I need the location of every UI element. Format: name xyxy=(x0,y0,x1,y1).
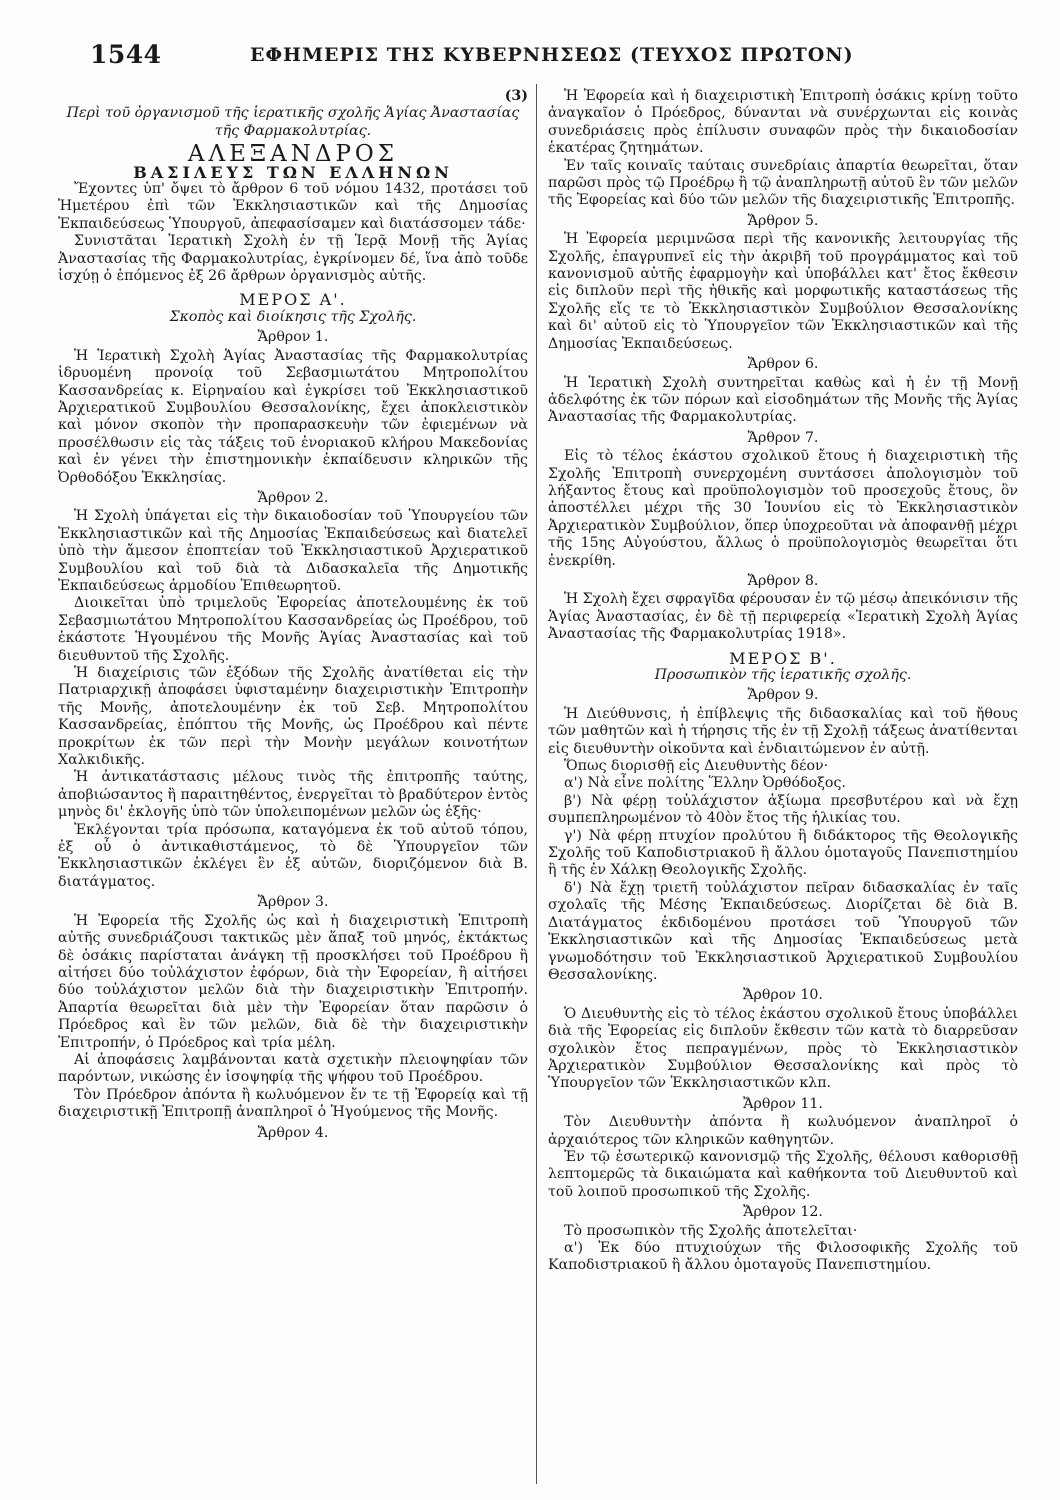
article-paragraph: Ἡ ἀντικατάστασις μέλους τινὸς τῆς ἐπιτροπῆς ταύτης, ἀποβιώσαντος ἢ παραιτηθέντος, ἐνεργεῖται τὸ βραδύτερον ἐντὸς μηνὸς δι' ἐκλογῆς ὑπὸ τῶν ὑπολειπομένων μελῶν ὡς ἑξῆς· xyxy=(58,769,528,821)
part-a-subheading: Σκοπὸς καὶ διοίκησις τῆς Σχολῆς. xyxy=(169,308,417,325)
article-paragraph: Ἡ Ἐφορεία τῆς Σχολῆς ὡς καὶ ἡ διαχειριστικὴ Ἐπιτροπὴ αὐτῆς συνεδριάζουσι τακτικῶς μὲν ἅπαξ τοῦ μηνός, ἐκτάκτως δὲ ὁσάκις παρίσταται ἀνάγκη τῇ προσκλήσει τοῦ Προέδρου ἢ αἰτήσει δύο τοὐλάχιστον ἐφόρων, διὰ τὴν Ἐφορείαν, ἢ αἰτήσει δύο τοὐλάχιστον μελῶν διὰ τὴν διαχειριστικὴν Ἐπιτροπήν. Ἀπαρτία θεωρεῖται διὰ μὲν τὴν Ἐφορείαν ὅταν παρῶσιν ὁ Πρόεδρος καὶ ἓν τῶν μελῶν, διὰ δὲ τὴν διαχειριστικὴν Ἐπιτροπήν, ὁ Πρόεδρος καὶ τρία μέλη. xyxy=(58,912,528,1051)
list-item: β') Νὰ φέρῃ τοὐλάχιστον ἀξίωμα πρεσβυτέρου καὶ νὰ ἔχῃ συμπεπληρωμένον τὸ 40ὸν ἔτος τῆς ἡλικίας του. xyxy=(548,792,1018,827)
king-name: ΑΛΕΞΑΝΔΡΟΣ xyxy=(187,141,399,168)
article-paragraph: Ἐκλέγονται τρία πρόσωπα, καταγόμενα ἐκ τοῦ αὐτοῦ τόπου, ἐξ οὗ ὁ ἀντικαθιστάμενος, τὸ δὲ Ὑπουργεῖον τῶν Ἐκκλησιαστικῶν ἐκλέγει ἓν ἐξ αὐτῶν, διοριζόμενον διὰ Β. διατάγματος. xyxy=(58,821,528,890)
article-heading: Ἄρθρον 5. xyxy=(747,212,819,229)
article-heading: Ἄρθρον 12. xyxy=(743,1204,823,1221)
decree-number: (3) xyxy=(504,88,528,104)
article-heading: Ἄρθρον 10. xyxy=(743,987,823,1004)
list-item: γ') Νὰ φέρῃ πτυχίον προλύτου ἢ διδάκτορος τῆς Θεολογικῆς Σχολῆς τοῦ Καποδιστριακοῦ ἢ ἄλλου ὁμοταγοῦς Πανεπιστημίου ἢ τῆς ἐν Χάλκῃ Θεολογικῆς Σχολῆς. xyxy=(548,827,1018,879)
article-paragraph: Ἡ Ἱερατικὴ Σχολὴ Ἁγίας Ἀναστασίας τῆς Φαρμακολυτρίας ἱδρυομένη προνοίᾳ τοῦ Σεβασμιωτάτου Μητροπολίτου Κασσανδρείας κ. Εἰρηναίου καὶ ἐγκρίσει τοῦ Ἐκκλησιαστικοῦ Ἀρχιερατικοῦ Συμβουλίου Θεσσαλονίκης, ἔχει ἀποκλειστικὸν καὶ μόνον σκοπὸν τὴν προπαρασκευὴν τῶν ἐφιεμένων νὰ προσέλθωσιν εἰς τὰς τάξεις τοῦ ἐνοριακοῦ κλήρου Μακεδονίας καὶ ἐν γένει τὴν ἐπιστημονικὴν ἐκπαίδευσιν κληρικῶν τῆς Ὀρθοδόξου Ἐκκλησίας. xyxy=(58,347,528,486)
article-heading: Ἄρθρον 6. xyxy=(747,356,819,373)
article-heading: Ἄρθρον 7. xyxy=(747,429,819,446)
decree-title: Περὶ τοῦ ὀργανισμοῦ τῆς ἱερατικῆς σχολῆς Ἁγίας Ἀναστασίας τῆς Φαρμακολυτρίας. xyxy=(66,105,520,139)
king-title: ΒΑΣΙΛΕΥΣ ΤΩΝ ΕΛΛΗΝΩΝ xyxy=(133,162,453,182)
column-divider xyxy=(536,84,537,1484)
article-paragraph: Ἐν ταῖς κοιναῖς ταύταις συνεδρίαις ἀπαρτία θεωρεῖται, ὅταν παρῶσι πρὸς τῷ Προέδρῳ ἢ τῷ ἀναπληρωτῇ αὐτοῦ ἓν τῶν μελῶν τῆς Ἐφορείας καὶ δύο τῶν μελῶν τῆς διαχειριστικῆς Ἐπιτροπῆς. xyxy=(548,157,1018,209)
page-header xyxy=(90,40,970,80)
article-heading: Ἄρθρον 11. xyxy=(743,1095,823,1112)
article-heading: Ἄρθρον 2. xyxy=(257,489,329,506)
article-heading: Ἄρθρον 8. xyxy=(747,572,819,589)
article-paragraph: Ἐν τῷ ἐσωτερικῷ κανονισμῷ τῆς Σχολῆς, θέλουσι καθορισθῇ λεπτομερῶς τὰ δικαιώματα καὶ καθήκοντα τοῦ Διευθυντοῦ καὶ τοῦ λοιποῦ προσωπικοῦ τῆς Σχολῆς. xyxy=(548,1148,1018,1200)
article-paragraph: Ἡ Σχολὴ ἔχει σφραγῖδα φέρουσαν ἐν τῷ μέσῳ ἀπεικόνισιν τῆς Ἁγίας Ἀναστασίας, ἐν δὲ τῇ περιφερείᾳ «Ἱερατικὴ Σχολὴ Ἁγίας Ἀναστασίας τῆς Φαρμακολυτρίας 1918». xyxy=(548,591,1018,643)
preamble-paragraph: Συνιστᾶται Ἱερατικὴ Σχολὴ ἐν τῇ Ἱερᾷ Μονῇ τῆς Ἁγίας Ἀναστασίας τῆς Φαρμακολυτρίας, ἐγκρίνομεν δέ, ἵνα ἀπὸ τοῦδε ἰσχύῃ ὁ ἑπόμενος ἐξ 26 ἄρθρων ὀργανισμὸς αὐτῆς. xyxy=(58,233,528,285)
right-column xyxy=(548,88,1018,1275)
part-a-heading: ΜΕΡΟΣ Α'. xyxy=(239,290,347,310)
list-item: α') Ἐκ δύο πτυχιούχων τῆς Φιλοσοφικῆς Σχολῆς τοῦ Καποδιστριακοῦ ἢ ἄλλου ὁμοταγοῦς Πανεπιστημίου. xyxy=(548,1240,1018,1274)
page-number: 1544 xyxy=(90,40,162,69)
article-paragraph: Ἡ Ἱερατικὴ Σχολὴ συντηρεῖται καθὼς καὶ ἡ ἐν τῇ Μονῇ ἀδελφότης ἐκ τῶν πόρων καὶ εἰσοδημάτων τῆς Μονῆς τῆς Ἁγίας Ἀναστασίας τῆς Φαρμακολυτρίας. xyxy=(548,374,1018,426)
article-heading: Ἄρθρον 4. xyxy=(257,1124,329,1141)
article-paragraph: Ἡ Ἐφορεία μεριμνῶσα περὶ τῆς κανονικῆς λειτουργίας τῆς Σχολῆς, ἐπαγρυπνεῖ εἰς τὴν ἀκριβῆ τοῦ προγράμματος καὶ τοῦ κανονισμοῦ αὐτῆς ἐφαρμογὴν καὶ ὑποβάλλει κατ' ἔτος ἔκθεσιν εἰς διπλοῦν περὶ τῆς ἠθικῆς καὶ μορφωτικῆς καταστάσεως τῆς Σχολῆς εἴς τε τὸ Ἐκκλησιαστικὸν Συμβούλιον Θεσσαλονίκης καὶ δι' αὐτοῦ εἰς τὸ Ὑπουργεῖον τῶν Ἐκκλησιαστικῶν καὶ τῆς Δημοσίας Ἐκπαιδεύσεως. xyxy=(548,231,1018,352)
part-b-heading: ΜΕΡΟΣ Β'. xyxy=(729,648,837,668)
part-b-subheading: Προσωπικὸν τῆς ἱερατικῆς σχολῆς. xyxy=(654,667,912,683)
article-paragraph: Ὁ Διευθυντὴς εἰς τὸ τέλος ἑκάστου σχολικοῦ ἔτους ὑποβάλλει διὰ τῆς Ἐφορείας εἰς διπλοῦν ἔκθεσιν τῶν κατὰ τὸ διαρρεῦσαν σχολικὸν ἔτος πεπραγμένων, πρὸς τὸ Ἐκκλησιαστικὸν Ἀρχιερατικὸν Συμβούλιον Θεσσαλονίκης καὶ πρὸς τὸ Ὑπουργεῖον τῶν Ἐκκλησιαστικῶν κλπ. xyxy=(548,1005,1018,1092)
article-paragraph: Διοικεῖται ὑπὸ τριμελοῦς Ἐφορείας ἀποτελουμένης ἐκ τοῦ Σεβασμιωτάτου Μητροπολίτου Κασσανδρείας ὡς Προέδρου, τοῦ ἑκάστοτε Ἡγουμένου τῆς Μονῆς Ἁγίας Ἀναστασίας καὶ τοῦ διευθυντοῦ τῆς Σχολῆς. xyxy=(58,595,528,664)
list-item: δ') Νὰ ἔχῃ τριετῆ τοὐλάχιστον πεῖραν διδασκαλίας ἐν ταῖς σχολαῖς τῆς Μέσης Ἐκπαιδεύσεως. Διορίζεται δὲ διὰ Β. Διατάγματος ἐκδιδομένου προτάσει τοῦ Ὑπουργοῦ τῶν Ἐκκλησιαστικῶν καὶ τῆς Δημοσίας Ἐκπαιδεύσεως μετὰ γνωμοδότησιν τοῦ Ἐκκλησιαστικοῦ Ἀρχιερατικοῦ Συμβουλίου Θεσσαλονίκης. xyxy=(548,879,1018,983)
list-item: α') Νὰ εἶνε πολίτης Ἕλλην Ὀρθόδοξος. xyxy=(564,775,846,792)
article-paragraph: Εἰς τὸ τέλος ἑκάστου σχολικοῦ ἔτους ἡ διαχειριστικὴ τῆς Σχολῆς Ἐπιτροπὴ συνερχομένη συντάσσει ἀπολογισμὸν τοῦ λήξαντος ἔτους καὶ προϋπολογισμὸν τοῦ προσεχοῦς ἔτους, ὃν ἀποστέλλει μέχρι τῆς 30 Ἰουνίου εἰς τὸ Ἐκκλησιαστικὸν Ἀρχιερατικὸν Συμβούλιον, ὅπερ ὑποχρεοῦται νὰ ἀποφανθῇ μέχρι τῆς 15ης Αὐγούστου, ἄλλως ὁ προϋπολογισμὸς θεωρεῖται ὅτι ἐνεκρίθη. xyxy=(548,448,1018,569)
article-paragraph: Ὅπως διορισθῇ εἰς Διευθυντὴς δέον· xyxy=(564,758,829,775)
article-paragraph: Αἱ ἀποφάσεις λαμβάνονται κατὰ σχετικὴν πλειοψηφίαν τῶν παρόντων, νικώσης ἐν ἰσοψηφίᾳ τῆς ψήφου τοῦ Προέδρου. xyxy=(58,1051,528,1086)
article-paragraph: Ἡ Διεύθυνσις, ἡ ἐπίβλεψις τῆς διδασκαλίας καὶ τοῦ ἤθους τῶν μαθητῶν καὶ ἡ τήρησις τῆς ἐν τῇ Σχολῇ τάξεως ἀνατίθενται εἰς διευθυντὴν οἰκοῦντα καὶ ἐνδιαιτώμενον ἐν αὐτῇ. xyxy=(548,705,1018,757)
left-column xyxy=(58,88,528,1143)
article-heading: Ἄρθρον 3. xyxy=(257,894,329,911)
article-paragraph: Ἡ Ἐφορεία καὶ ἡ διαχειριστικὴ Ἐπιτροπὴ ὁσάκις κρίνῃ τοῦτο ἀναγκαῖον ὁ Πρόεδρος, δύνανται νὰ συνέρχωνται εἰς κοινὰς συνεδριάσεις πρὸς ἐπίλυσιν συναφῶν πρὸς τὴν δικαιοδοσίαν ἑκατέρας ζητημάτων. xyxy=(548,88,1018,157)
article-paragraph: Τὸ προσωπικὸν τῆς Σχολῆς ἀποτελεῖται· xyxy=(564,1222,858,1239)
running-title: ΕΦΗΜΕΡΙΣ ΤΗΣ ΚΥΒΕΡΝΗΣΕΩΣ (ΤΕΥΧΟΣ ΠΡΩΤΟΝ) xyxy=(250,44,854,66)
article-heading: Ἄρθρον 1. xyxy=(257,329,329,346)
article-heading: Ἄρθρον 9. xyxy=(747,687,819,704)
article-paragraph: Τὸν Πρόεδρον ἀπόντα ἢ κωλυόμενον ἔν τε τῇ Ἐφορείᾳ καὶ τῇ διαχειριστικῇ Ἐπιτροπῇ ἀναπληροῖ ὁ Ἡγούμενος τῆς Μονῆς. xyxy=(58,1086,528,1121)
article-paragraph: Ἡ διαχείρισις τῶν ἐξόδων τῆς Σχολῆς ἀνατίθεται εἰς τὴν Πατριαρχικῇ ἀποφάσει ὑφισταμένην διαχειριστικὴν Ἐπιτροπὴν τῆς Μονῆς, ἀποτελουμένην ἐκ τοῦ Σεβ. Μητροπολίτου Κασσανδρείας, ἐπόπτου τῆς Μονῆς, ὡς Προέδρου καὶ πέντε προκρίτων ἐκ τῶν περὶ τὴν Μονὴν μεγάλων κοινοτήτων Χαλκιδικῆς. xyxy=(58,665,528,769)
article-paragraph: Ἡ Σχολὴ ὑπάγεται εἰς τὴν δικαιοδοσίαν τοῦ Ὑπουργείου τῶν Ἐκκλησιαστικῶν καὶ τῆς Δημοσίας Ἐκπαιδεύσεως καὶ διατελεῖ ὑπὸ τὴν ἄμεσον ἐποπτείαν τοῦ Ἐκκλησιαστικοῦ Ἀρχιερατικοῦ Συμβουλίου καὶ τοῦ διὰ τὰ Διδασκαλεῖα τῆς Δημοτικῆς Ἐκπαιδεύσεως ἁρμοδίου Ἐπιθεωρητοῦ. xyxy=(58,508,528,594)
preamble-paragraph: Ἔχοντες ὑπ' ὄψει τὸ ἄρθρον 6 τοῦ νόμου 1432, προτάσει τοῦ Ἡμετέρου ἐπὶ τῶν Ἐκκλησιαστικῶν καὶ τῆς Δημοσίας Ἐκπαιδεύσεως Ὑπουργοῦ, ἀπεφασίσαμεν καὶ διατάσσομεν τάδε· xyxy=(58,181,528,232)
article-paragraph: Τὸν Διευθυντὴν ἀπόντα ἢ κωλυόμενον ἀναπληροῖ ὁ ἀρχαιότερος τῶν κληρικῶν καθηγητῶν. xyxy=(548,1114,1018,1148)
